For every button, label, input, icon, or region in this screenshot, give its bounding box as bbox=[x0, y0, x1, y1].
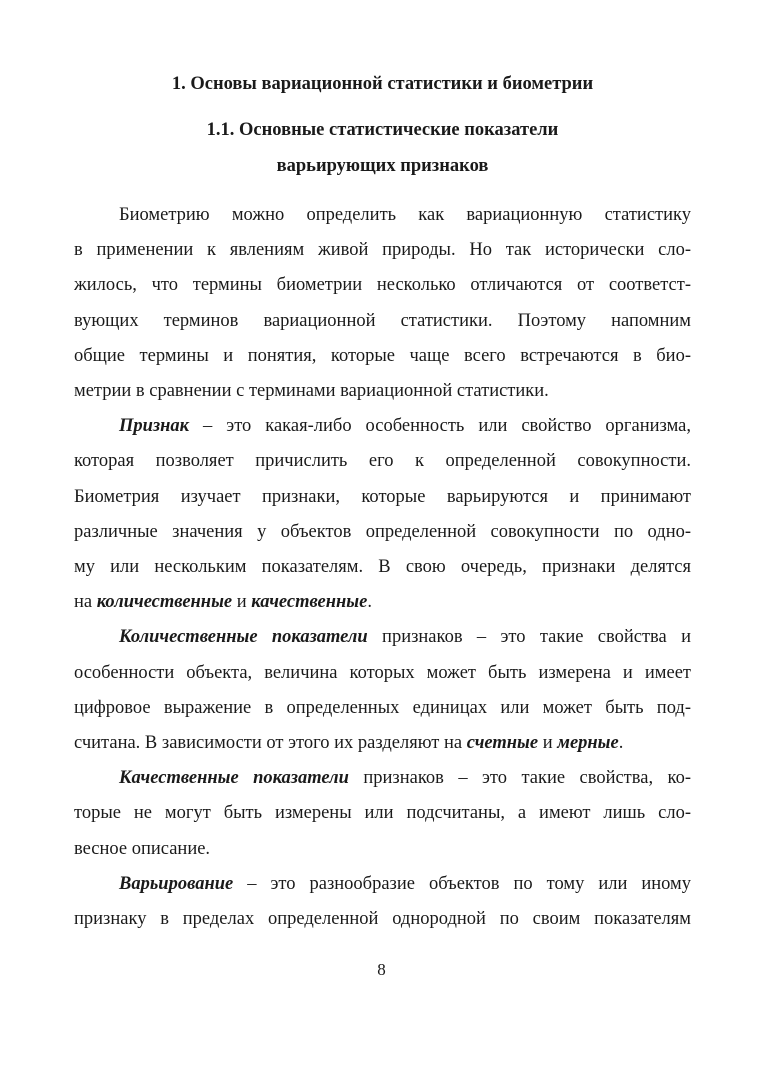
section-heading bbox=[74, 112, 691, 184]
text-line: Качественные показатели признаков – это такие свойства, ко- bbox=[119, 768, 691, 789]
text-line: в применении к явлениям живой природы. Но так исторически сло- bbox=[74, 240, 691, 261]
page-number: 8 bbox=[377, 960, 386, 979]
paragraph-qualitative-indicators bbox=[74, 761, 691, 867]
text-line: считана. В зависимости от этого их разделяют на счетные и мерные. bbox=[74, 733, 624, 754]
text-line: Биометрия изучает признаки, которые варьируются и принимают bbox=[74, 486, 691, 507]
term-quantitative: количественные bbox=[96, 592, 233, 613]
paragraph-variation bbox=[74, 867, 691, 937]
text-line: Признак – это какая-либо особенность или свойство организма, bbox=[119, 416, 691, 437]
text-line: различные значения у объектов определенной совокупности по одно- bbox=[74, 521, 691, 542]
chapter-heading: 1. Основы вариационной статистики и биометрии bbox=[171, 74, 594, 94]
text-line: признаку в пределах определенной однородной по своим показателям bbox=[74, 909, 691, 930]
text-line: особенности объекта, величина которых может быть измерена и имеет bbox=[74, 662, 691, 683]
document-page bbox=[74, 62, 691, 937]
paragraph-feature-definition bbox=[74, 409, 691, 620]
text-line: на количественные и качественные. bbox=[74, 592, 372, 613]
section-heading-line-1: 1.1. Основные статистические показатели bbox=[206, 120, 559, 140]
term-qualitative-indicators: Качественные показатели bbox=[119, 768, 349, 789]
text-line: которая позволяет причислить его к определенной совокупности. bbox=[74, 451, 691, 472]
term-variation: Варьирование bbox=[119, 873, 234, 894]
paragraph-biometry-intro bbox=[74, 198, 691, 409]
paragraph-quantitative-indicators bbox=[74, 620, 691, 761]
term-measurable: мерные bbox=[557, 733, 619, 754]
term-feature: Признак bbox=[119, 416, 190, 437]
text-line: му или нескольким показателям. В свою очередь, признаки делятся bbox=[74, 557, 691, 578]
section-heading-line-2: варьирующих признаков bbox=[276, 156, 489, 176]
text-line: Варьирование – это разнообразие объектов по тому или иному bbox=[119, 873, 691, 894]
text-line: жилось, что термины биометрии несколько отличаются от соответст- bbox=[74, 275, 691, 296]
text-line: весное описание. bbox=[74, 838, 211, 859]
term-countable: счетные bbox=[466, 733, 539, 754]
text-line: Количественные показатели признаков – это такие свойства и bbox=[119, 627, 691, 648]
text-line: Биометрию можно определить как вариационную статистику bbox=[119, 205, 691, 225]
text-line: метрии в сравнении с терминами вариационной статистики. bbox=[74, 381, 549, 402]
text-line: торые не могут быть измерены или подсчитаны, а имеют лишь сло- bbox=[74, 803, 691, 824]
text-line: общие термины и понятия, которые чаще всего встречаются в био- bbox=[74, 345, 691, 366]
term-quantitative-indicators: Количественные показатели bbox=[119, 627, 368, 648]
text-line: цифровое выражение в определенных единицах или может быть под- bbox=[74, 697, 691, 718]
text-line: вующих терминов вариационной статистики. Поэтому напомним bbox=[74, 310, 691, 331]
term-qualitative: качественные bbox=[251, 592, 368, 613]
